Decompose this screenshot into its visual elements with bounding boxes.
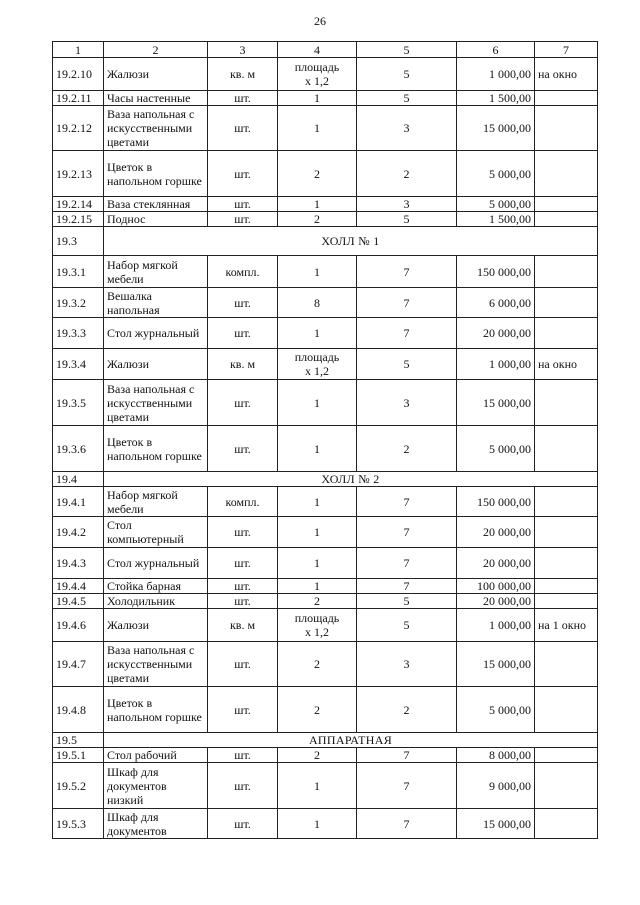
- price-cell: 5 000,00: [457, 687, 535, 733]
- item-code-cell: 19.2.11: [53, 91, 104, 106]
- header-cell: 5: [357, 42, 457, 58]
- item-code-cell: 19.4.5: [53, 594, 104, 609]
- item-name-cell: Цветок в напольном горшке: [104, 426, 208, 472]
- note-cell: [535, 256, 598, 288]
- unit-cell: шт.: [208, 748, 278, 763]
- term-cell: 3: [357, 380, 457, 426]
- quantity-line: площадь: [294, 350, 340, 364]
- quantity-cell: 1: [278, 487, 357, 517]
- unit-cell: шт.: [208, 197, 278, 212]
- note-cell: [535, 380, 598, 426]
- section-row: [53, 472, 598, 487]
- header-row: [53, 42, 598, 58]
- note-cell: [535, 487, 598, 517]
- item-name-cell: Шкаф для документов: [104, 809, 208, 839]
- term-cell: 5: [357, 58, 457, 91]
- unit-cell: шт.: [208, 288, 278, 318]
- note-cell: [535, 212, 598, 227]
- note-cell: [535, 318, 598, 349]
- term-cell: 2: [357, 687, 457, 733]
- price-cell: 15 000,00: [457, 642, 535, 687]
- term-cell: 2: [357, 151, 457, 197]
- price-cell: 5 000,00: [457, 197, 535, 212]
- quantity-cell: 2: [278, 151, 357, 197]
- unit-cell: шт.: [208, 763, 278, 809]
- price-cell: 1 000,00: [457, 58, 535, 91]
- price-cell: 5 000,00: [457, 151, 535, 197]
- section-code: 19.5: [53, 733, 104, 748]
- header-cell: 3: [208, 42, 278, 58]
- item-name-cell: Шкаф для документов низкий: [104, 763, 208, 809]
- unit-cell: кв. м: [208, 58, 278, 91]
- note-cell: [535, 687, 598, 733]
- unit-cell: шт.: [208, 642, 278, 687]
- term-cell: 2: [357, 426, 457, 472]
- item-name-cell: Стол рабочий: [104, 748, 208, 763]
- term-cell: 5: [357, 91, 457, 106]
- unit-cell: шт.: [208, 106, 278, 151]
- quantity-cell: 2: [278, 212, 357, 227]
- price-cell: 15 000,00: [457, 809, 535, 839]
- item-name-cell: Ваза стеклянная: [104, 197, 208, 212]
- price-cell: 15 000,00: [457, 106, 535, 151]
- term-cell: 3: [357, 106, 457, 151]
- quantity-line: х 1,2: [305, 625, 329, 639]
- item-code-cell: 19.5.1: [53, 748, 104, 763]
- table-row: [53, 517, 598, 548]
- unit-cell: кв. м: [208, 609, 278, 642]
- table-row: [53, 809, 598, 839]
- header-cell: 1: [53, 42, 104, 58]
- unit-cell: компл.: [208, 256, 278, 288]
- term-cell: 3: [357, 642, 457, 687]
- quantity-line: х 1,2: [305, 74, 329, 88]
- table-row: [53, 487, 598, 517]
- item-code-cell: 19.4.1: [53, 487, 104, 517]
- unit-cell: кв. м: [208, 349, 278, 380]
- item-code-cell: 19.5.2: [53, 763, 104, 809]
- unit-cell: шт.: [208, 318, 278, 349]
- term-cell: 3: [357, 197, 457, 212]
- table-row: [53, 256, 598, 288]
- section-title: ХОЛЛ № 2: [104, 472, 598, 487]
- item-code-cell: 19.2.15: [53, 212, 104, 227]
- price-cell: 1 000,00: [457, 609, 535, 642]
- note-cell: [535, 548, 598, 579]
- table-row: [53, 58, 598, 91]
- note-cell: [535, 579, 598, 594]
- unit-cell: шт.: [208, 517, 278, 548]
- unit-cell: компл.: [208, 487, 278, 517]
- table-row: [53, 579, 598, 594]
- note-cell: на окно: [535, 58, 598, 91]
- header-cell: 7: [535, 42, 598, 58]
- price-cell: 20 000,00: [457, 517, 535, 548]
- item-code-cell: 19.2.13: [53, 151, 104, 197]
- item-name-cell: Поднос: [104, 212, 208, 227]
- unit-cell: шт.: [208, 548, 278, 579]
- section-title: ХОЛЛ № 1: [104, 227, 598, 256]
- table-row: [53, 151, 598, 197]
- term-cell: 7: [357, 288, 457, 318]
- price-cell: 1 500,00: [457, 91, 535, 106]
- item-code-cell: 19.2.14: [53, 197, 104, 212]
- term-cell: 7: [357, 809, 457, 839]
- quantity-cell: 1: [278, 548, 357, 579]
- item-name-cell: Цветок в напольном горшке: [104, 687, 208, 733]
- item-code-cell: 19.3.5: [53, 380, 104, 426]
- quantity-cell: 2: [278, 748, 357, 763]
- note-cell: [535, 197, 598, 212]
- table-row: [53, 106, 598, 151]
- table-row: [53, 642, 598, 687]
- unit-cell: шт.: [208, 809, 278, 839]
- price-cell: 20 000,00: [457, 548, 535, 579]
- item-code-cell: 19.3.1: [53, 256, 104, 288]
- item-code-cell: 19.3.6: [53, 426, 104, 472]
- term-cell: 7: [357, 318, 457, 349]
- unit-cell: шт.: [208, 579, 278, 594]
- quantity-cell: 1: [278, 579, 357, 594]
- table-row: [53, 426, 598, 472]
- quantity-line: площадь: [294, 611, 340, 625]
- quantity-cell: [278, 349, 357, 380]
- price-cell: 9 000,00: [457, 763, 535, 809]
- unit-cell: шт.: [208, 426, 278, 472]
- table-row: [53, 609, 598, 642]
- price-cell: 1 000,00: [457, 349, 535, 380]
- price-cell: 100 000,00: [457, 579, 535, 594]
- quantity-cell: 2: [278, 594, 357, 609]
- unit-cell: шт.: [208, 594, 278, 609]
- table-row: [53, 318, 598, 349]
- table-row: [53, 548, 598, 579]
- item-code-cell: 19.2.12: [53, 106, 104, 151]
- item-name-cell: Часы настенные: [104, 91, 208, 106]
- item-name-cell: Стол компьютерный: [104, 517, 208, 548]
- term-cell: 5: [357, 609, 457, 642]
- quantity-cell: 1: [278, 318, 357, 349]
- header-cell: 6: [457, 42, 535, 58]
- price-cell: 150 000,00: [457, 487, 535, 517]
- note-cell: [535, 642, 598, 687]
- note-cell: [535, 91, 598, 106]
- unit-cell: шт.: [208, 380, 278, 426]
- price-cell: 20 000,00: [457, 318, 535, 349]
- quantity-cell: 1: [278, 763, 357, 809]
- quantity-cell: 1: [278, 106, 357, 151]
- quantity-cell: 1: [278, 256, 357, 288]
- term-cell: 7: [357, 748, 457, 763]
- item-name-cell: Цветок в напольном горшке: [104, 151, 208, 197]
- item-name-cell: Набор мягкой мебели: [104, 487, 208, 517]
- item-code-cell: 19.4.6: [53, 609, 104, 642]
- section-row: [53, 733, 598, 748]
- table-row: [53, 288, 598, 318]
- item-name-cell: Жалюзи: [104, 609, 208, 642]
- item-code-cell: 19.4.4: [53, 579, 104, 594]
- table-row: [53, 197, 598, 212]
- unit-cell: шт.: [208, 151, 278, 197]
- item-code-cell: 19.3.3: [53, 318, 104, 349]
- table-body: [53, 58, 598, 839]
- page-number: 26: [314, 14, 326, 28]
- table-row: [53, 380, 598, 426]
- item-code-cell: 19.2.10: [53, 58, 104, 91]
- term-cell: 5: [357, 349, 457, 380]
- item-code-cell: 19.4.7: [53, 642, 104, 687]
- term-cell: 7: [357, 579, 457, 594]
- item-code-cell: 19.3.4: [53, 349, 104, 380]
- term-cell: 7: [357, 487, 457, 517]
- quantity-cell: [278, 58, 357, 91]
- item-name-cell: Ваза напольная с искусственными цветами: [104, 380, 208, 426]
- unit-cell: шт.: [208, 91, 278, 106]
- table-row: [53, 91, 598, 106]
- item-name-cell: Холодильник: [104, 594, 208, 609]
- unit-cell: шт.: [208, 212, 278, 227]
- quantity-line: площадь: [294, 60, 340, 74]
- quantity-line: х 1,2: [305, 364, 329, 378]
- section-code: 19.4: [53, 472, 104, 487]
- item-name-cell: Жалюзи: [104, 349, 208, 380]
- table-row: [53, 748, 598, 763]
- note-cell: [535, 106, 598, 151]
- quantity-cell: 2: [278, 687, 357, 733]
- quantity-cell: 2: [278, 642, 357, 687]
- note-cell: на окно: [535, 349, 598, 380]
- table-row: [53, 763, 598, 809]
- term-cell: 5: [357, 212, 457, 227]
- section-row: [53, 227, 598, 256]
- item-name-cell: Стол журнальный: [104, 318, 208, 349]
- price-cell: 8 000,00: [457, 748, 535, 763]
- note-cell: [535, 809, 598, 839]
- quantity-cell: 1: [278, 91, 357, 106]
- item-name-cell: Ваза напольная с искусственными цветами: [104, 642, 208, 687]
- quantity-cell: 8: [278, 288, 357, 318]
- price-cell: 150 000,00: [457, 256, 535, 288]
- quantity-cell: 1: [278, 380, 357, 426]
- table-row: [53, 687, 598, 733]
- note-cell: [535, 594, 598, 609]
- note-cell: [535, 151, 598, 197]
- item-code-cell: 19.4.2: [53, 517, 104, 548]
- item-name-cell: Набор мягкой мебели: [104, 256, 208, 288]
- quantity-cell: 1: [278, 197, 357, 212]
- item-name-cell: Стол журнальный: [104, 548, 208, 579]
- price-cell: 15 000,00: [457, 380, 535, 426]
- note-cell: на 1 окно: [535, 609, 598, 642]
- item-code-cell: 19.4.8: [53, 687, 104, 733]
- quantity-cell: 1: [278, 809, 357, 839]
- unit-cell: шт.: [208, 687, 278, 733]
- price-cell: 20 000,00: [457, 594, 535, 609]
- section-code: 19.3: [53, 227, 104, 256]
- term-cell: 5: [357, 594, 457, 609]
- term-cell: 7: [357, 256, 457, 288]
- term-cell: 7: [357, 517, 457, 548]
- item-code-cell: 19.3.2: [53, 288, 104, 318]
- item-name-cell: Ваза напольная с искусственными цветами: [104, 106, 208, 151]
- item-code-cell: 19.5.3: [53, 809, 104, 839]
- note-cell: [535, 517, 598, 548]
- quantity-cell: 1: [278, 426, 357, 472]
- price-cell: 6 000,00: [457, 288, 535, 318]
- price-cell: 5 000,00: [457, 426, 535, 472]
- price-cell: 1 500,00: [457, 212, 535, 227]
- note-cell: [535, 288, 598, 318]
- item-name-cell: Стойка барная: [104, 579, 208, 594]
- note-cell: [535, 748, 598, 763]
- table-row: [53, 212, 598, 227]
- item-name-cell: Жалюзи: [104, 58, 208, 91]
- table-row: [53, 349, 598, 380]
- section-title: АППАРАТНАЯ: [104, 733, 598, 748]
- item-code-cell: 19.4.3: [53, 548, 104, 579]
- inventory-table: [52, 41, 598, 839]
- header-cell: 4: [278, 42, 357, 58]
- quantity-cell: 1: [278, 517, 357, 548]
- item-name-cell: Вешалка напольная: [104, 288, 208, 318]
- header-cell: 2: [104, 42, 208, 58]
- term-cell: 7: [357, 548, 457, 579]
- quantity-cell: [278, 609, 357, 642]
- term-cell: 7: [357, 763, 457, 809]
- note-cell: [535, 763, 598, 809]
- note-cell: [535, 426, 598, 472]
- table-row: [53, 594, 598, 609]
